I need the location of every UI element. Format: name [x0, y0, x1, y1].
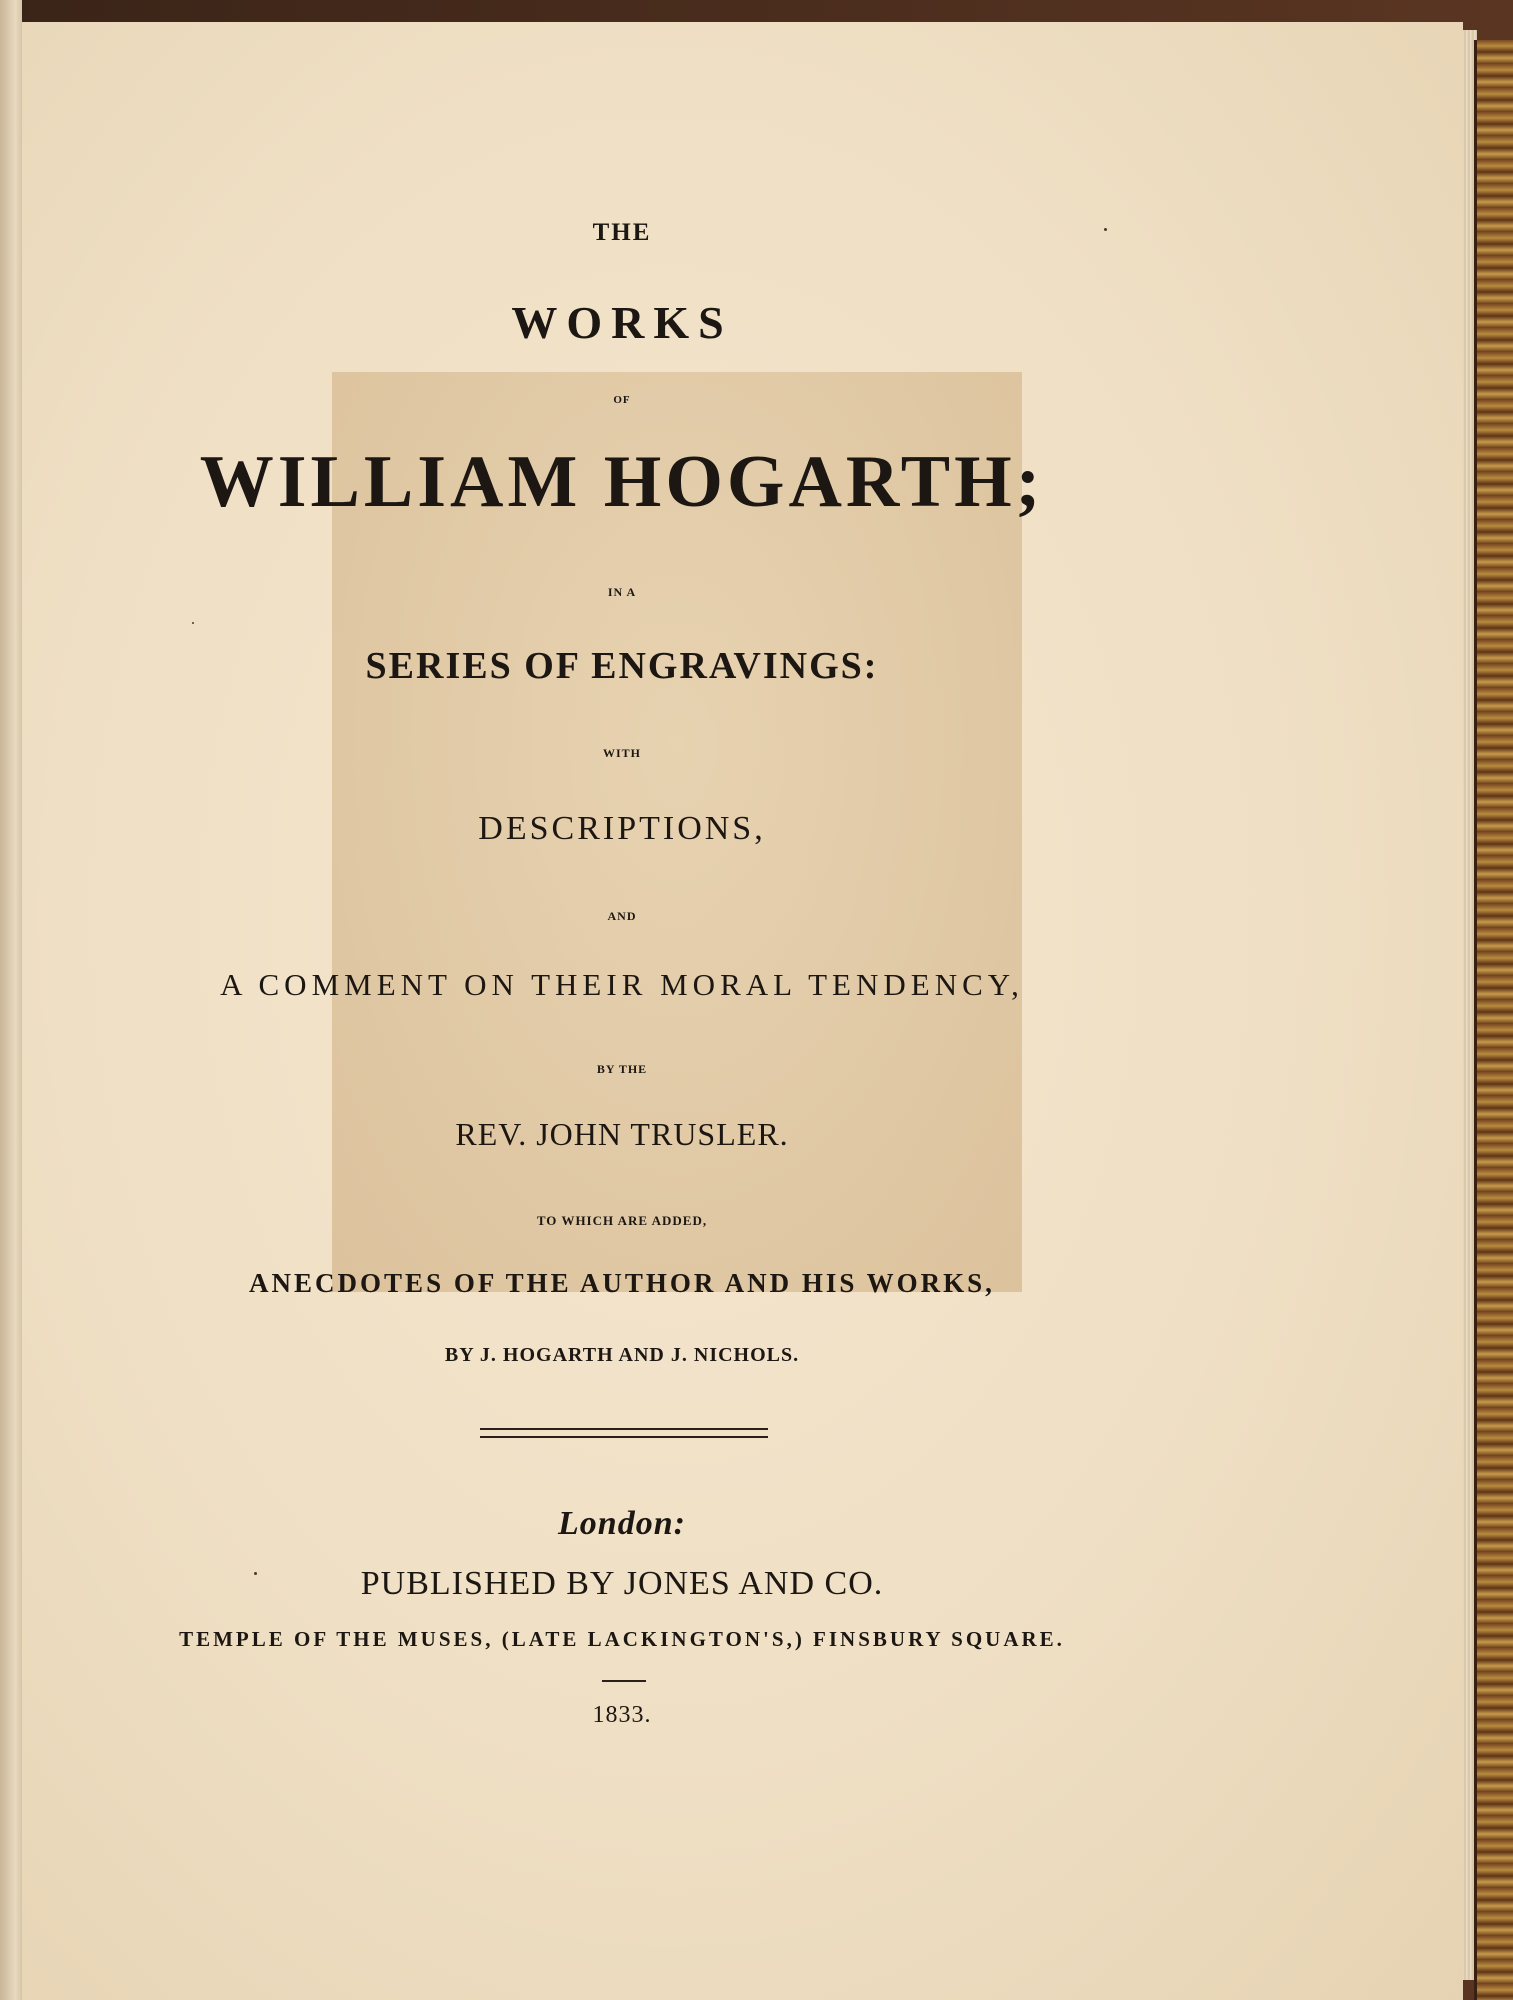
title-works: WORKS [511, 297, 733, 348]
title-and: AND [607, 909, 637, 923]
imprint-publisher: PUBLISHED BY JONES AND CO. [360, 1565, 884, 1602]
title-the: THE [592, 219, 652, 246]
double-rule-divider [480, 1428, 768, 1438]
paper-speck [1104, 228, 1107, 231]
imprint-place: London: [558, 1505, 686, 1542]
title-author-name: WILLIAM HOGARTH; [199, 441, 1045, 523]
title-with: WITH [602, 746, 641, 760]
title-series: SERIES OF ENGRAVINGS: [365, 645, 879, 687]
title-of: OF [613, 394, 631, 406]
title-comment: A COMMENT ON THEIR MORAL TENDENCY, [220, 967, 1024, 1002]
title-anecdotes: ANECDOTES OF THE AUTHOR AND HIS WORKS, [249, 1268, 995, 1298]
imprint-year: 1833. [592, 1702, 652, 1728]
paper-speck [192, 622, 194, 624]
left-page-edge [0, 0, 22, 2000]
gilt-binding [1474, 40, 1513, 2000]
title-in-a: IN A [607, 585, 637, 599]
title-commentator: REV. JOHN TRUSLER. [455, 1116, 789, 1152]
title-page [22, 22, 1463, 2000]
title-to-which-added: TO WHICH ARE ADDED, [536, 1213, 708, 1228]
title-descriptions: DESCRIPTIONS, [478, 810, 766, 847]
title-by-the: BY THE [596, 1062, 648, 1076]
short-rule-divider [602, 1680, 646, 1682]
imprint-address: TEMPLE OF THE MUSES, (LATE LACKINGTON'S,) FINSBURY SQUARE. [179, 1627, 1065, 1651]
title-anecdote-authors: BY J. HOGARTH AND J. NICHOLS. [444, 1344, 800, 1366]
paper-speck [254, 1572, 257, 1575]
